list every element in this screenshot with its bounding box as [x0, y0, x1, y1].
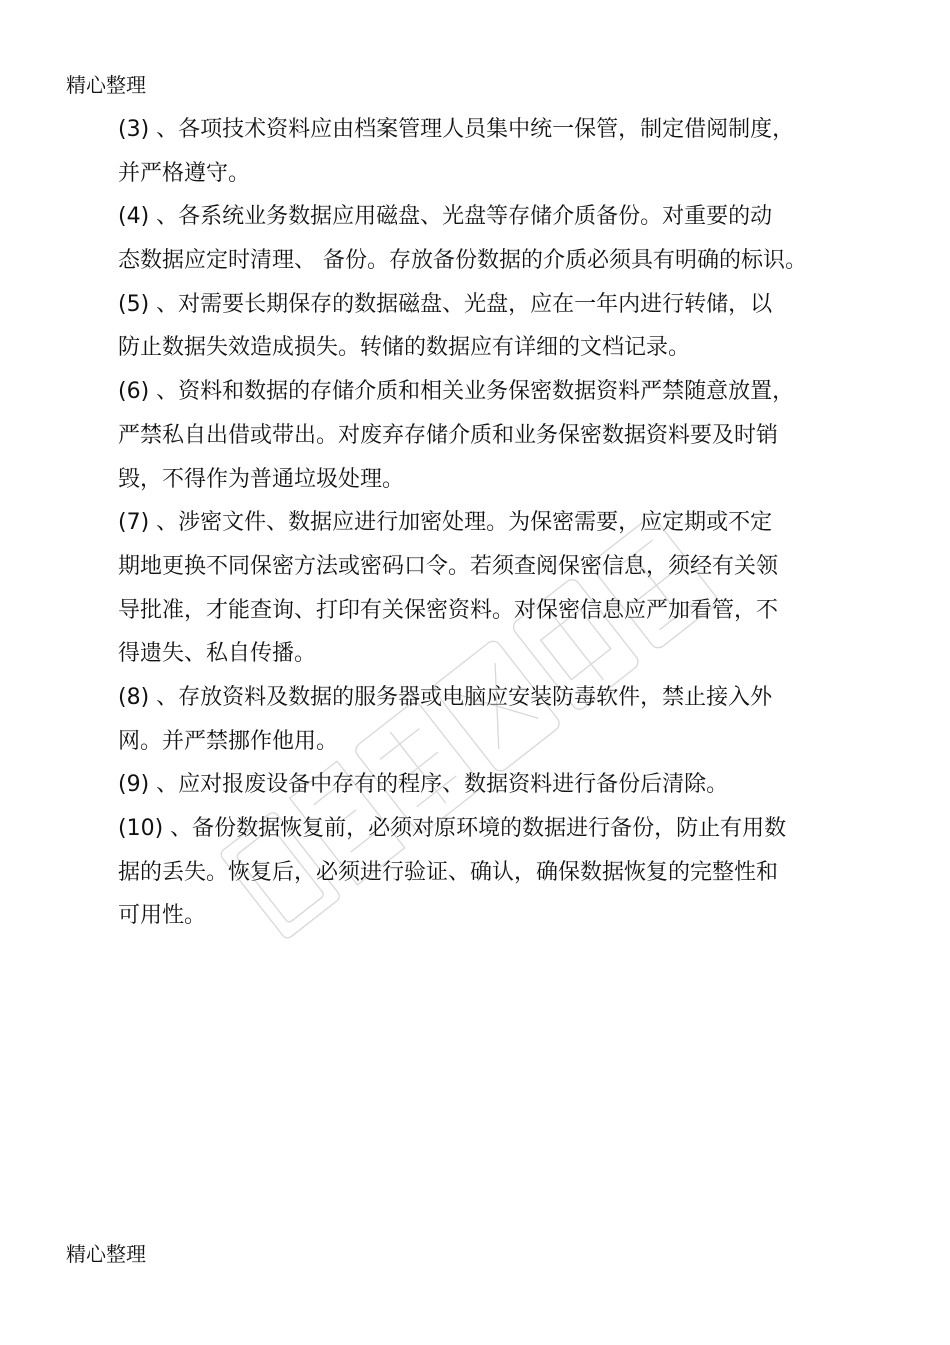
- page-header-note: 精心整理: [66, 73, 146, 97]
- text-line: (6) 、资料和数据的存储介质和相关业务保密数据资料严禁随意放置，: [118, 379, 795, 405]
- text-line: 防止数据失效造成损失。转储的数据应有详细的文档记录。: [118, 335, 691, 361]
- text-line: 态数据应定时清理、 备份。存放备份数据的介质必须具有明确的标识。: [118, 248, 807, 274]
- text-line: 据的丢失。恢复后，必须进行验证、确认，确保数据恢复的完整性和: [118, 859, 779, 885]
- text-line: 导批准，才能查询、打印有关保密资料。对保密信息应严加看管，不: [118, 597, 779, 623]
- text-line: (8) 、存放资料及数据的服务器或电脑应安装防毒软件，禁止接入外: [118, 684, 773, 710]
- text-line: 得遗失、私自传播。: [118, 641, 317, 667]
- text-line: (3) 、各项技术资料应由档案管理人员集中统一保管，制定借阅制度，: [118, 117, 795, 142]
- text-line: 网。并严禁挪作他用。: [118, 728, 339, 754]
- text-line: 严禁私自出借或带出。对废弃存储介质和业务保密数据资料要及时销: [118, 422, 779, 448]
- text-line: (9) 、应对报废设备中存有的程序、数据资料进行备份后清除。: [118, 772, 729, 798]
- text-line: (4) 、各系统业务数据应用磁盘、光盘等存储介质备份。对重要的动: [118, 204, 773, 230]
- text-line: 毁，不得作为普通垃圾处理。: [118, 466, 405, 492]
- page-footer-note: 精心整理: [66, 1242, 146, 1266]
- text-line: 并严格遵守。: [118, 160, 251, 186]
- text-line: (5) 、对需要长期保存的数据磁盘、光盘，应在一年内进行转储，以: [118, 291, 773, 317]
- document-body: [118, 108, 838, 938]
- text-line: (10) 、备份数据恢复前，必须对原环境的数据进行备份，防止有用数: [118, 816, 787, 841]
- text-line: 可用性。: [118, 903, 207, 929]
- text-line: 期地更换不同保密方法或密码口令。若须查阅保密信息，须经有关领: [118, 553, 779, 579]
- text-line: (7) 、涉密文件、数据应进行加密处理。为保密需要，应定期或不定: [118, 510, 773, 536]
